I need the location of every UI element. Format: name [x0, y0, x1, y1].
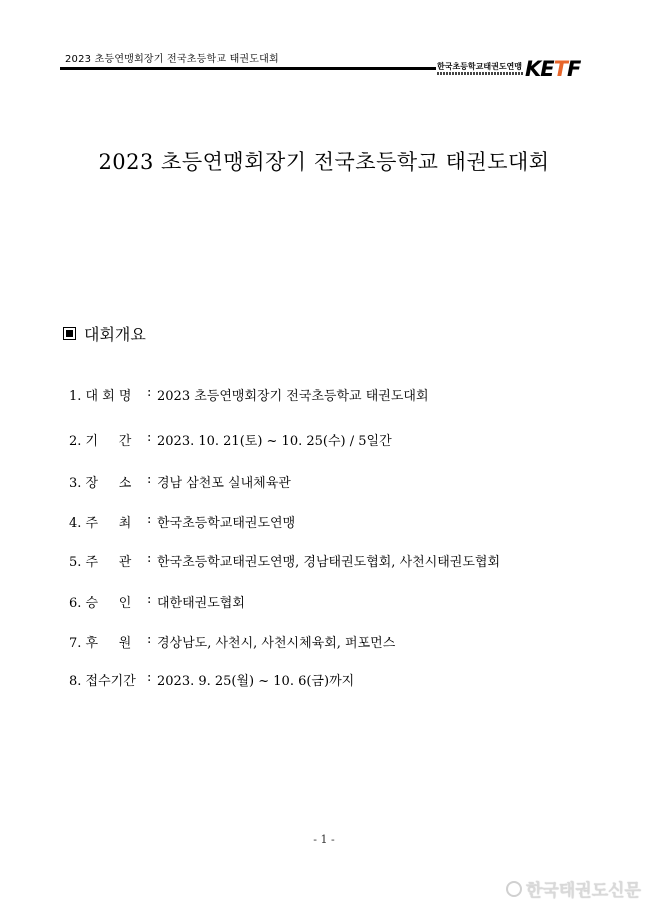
- item-value: 한국초등학교태권도연맹: [157, 516, 296, 531]
- item-label: 7. 후 원: [69, 636, 132, 651]
- logo-text: 한국초등학교태권도연맹: [437, 62, 523, 71]
- item-label: 3. 장 소: [69, 476, 132, 491]
- list-item: 7. 후 원 : 경상남도, 사천시, 사천시체육회, 퍼포먼스: [69, 632, 396, 651]
- watermark: [506, 876, 641, 901]
- list-item: 3. 장 소 : 경남 삼천포 실내체육관: [69, 472, 291, 491]
- document-title: 2023 초등연맹회장기 전국초등학교 태권도대회: [98, 150, 550, 174]
- item-label: 1. 대 회 명: [69, 389, 132, 404]
- list-item: 1. 대 회 명 : 2023 초등연맹회장기 전국초등학교 태권도대회: [69, 385, 429, 404]
- list-item: 4. 주 최 : 한국초등학교태권도연맹: [69, 512, 296, 531]
- item-value: 경남 삼천포 실내체육관: [157, 476, 291, 491]
- logo-subtext-line: [437, 72, 523, 75]
- page-number: - 1 -: [313, 833, 335, 846]
- item-value: 대한태권도협회: [157, 596, 245, 611]
- item-value: 경상남도, 사천시, 사천시체육회, 퍼포먼스: [157, 636, 396, 651]
- item-label: 8. 접수기간: [69, 674, 136, 689]
- header-rule: [60, 67, 436, 70]
- list-item: 8. 접수기간 : 2023. 9. 25(월) ~ 10. 6(금)까지: [69, 670, 355, 689]
- item-value: 2023 초등연맹회장기 전국초등학교 태권도대회: [157, 389, 429, 404]
- watermark-text: 한국태권도신문: [526, 881, 641, 901]
- logo-mark: KETF: [525, 57, 581, 81]
- square-bullet-icon: [63, 327, 76, 340]
- item-label: 2. 기 간: [69, 434, 132, 449]
- item-value: 2023. 9. 25(월) ~ 10. 6(금)까지: [157, 674, 355, 689]
- item-label: 5. 주 관: [69, 555, 132, 570]
- section-heading: [63, 322, 146, 345]
- item-value: 2023. 10. 21(토) ~ 10. 25(수) / 5일간: [157, 434, 392, 449]
- section-title: 대회개요: [84, 325, 146, 344]
- list-item: 5. 주 관 : 한국초등학교태권도연맹, 경남태권도협회, 사천시태권도협회: [69, 551, 501, 570]
- header-title: 2023 초등연맹회장기 전국초등학교 태권도대회: [65, 54, 279, 65]
- ketf-logo: [437, 55, 582, 83]
- list-item: 2. 기 간 : 2023. 10. 21(토) ~ 10. 25(수) / 5일간: [69, 430, 392, 449]
- item-value: 한국초등학교태권도연맹, 경남태권도협회, 사천시태권도협회: [157, 555, 501, 570]
- watermark-logo-icon: [506, 881, 522, 897]
- item-label: 4. 주 최: [69, 516, 132, 531]
- list-item: 6. 승 인 : 대한태권도협회: [69, 592, 245, 611]
- item-label: 6. 승 인: [69, 596, 132, 611]
